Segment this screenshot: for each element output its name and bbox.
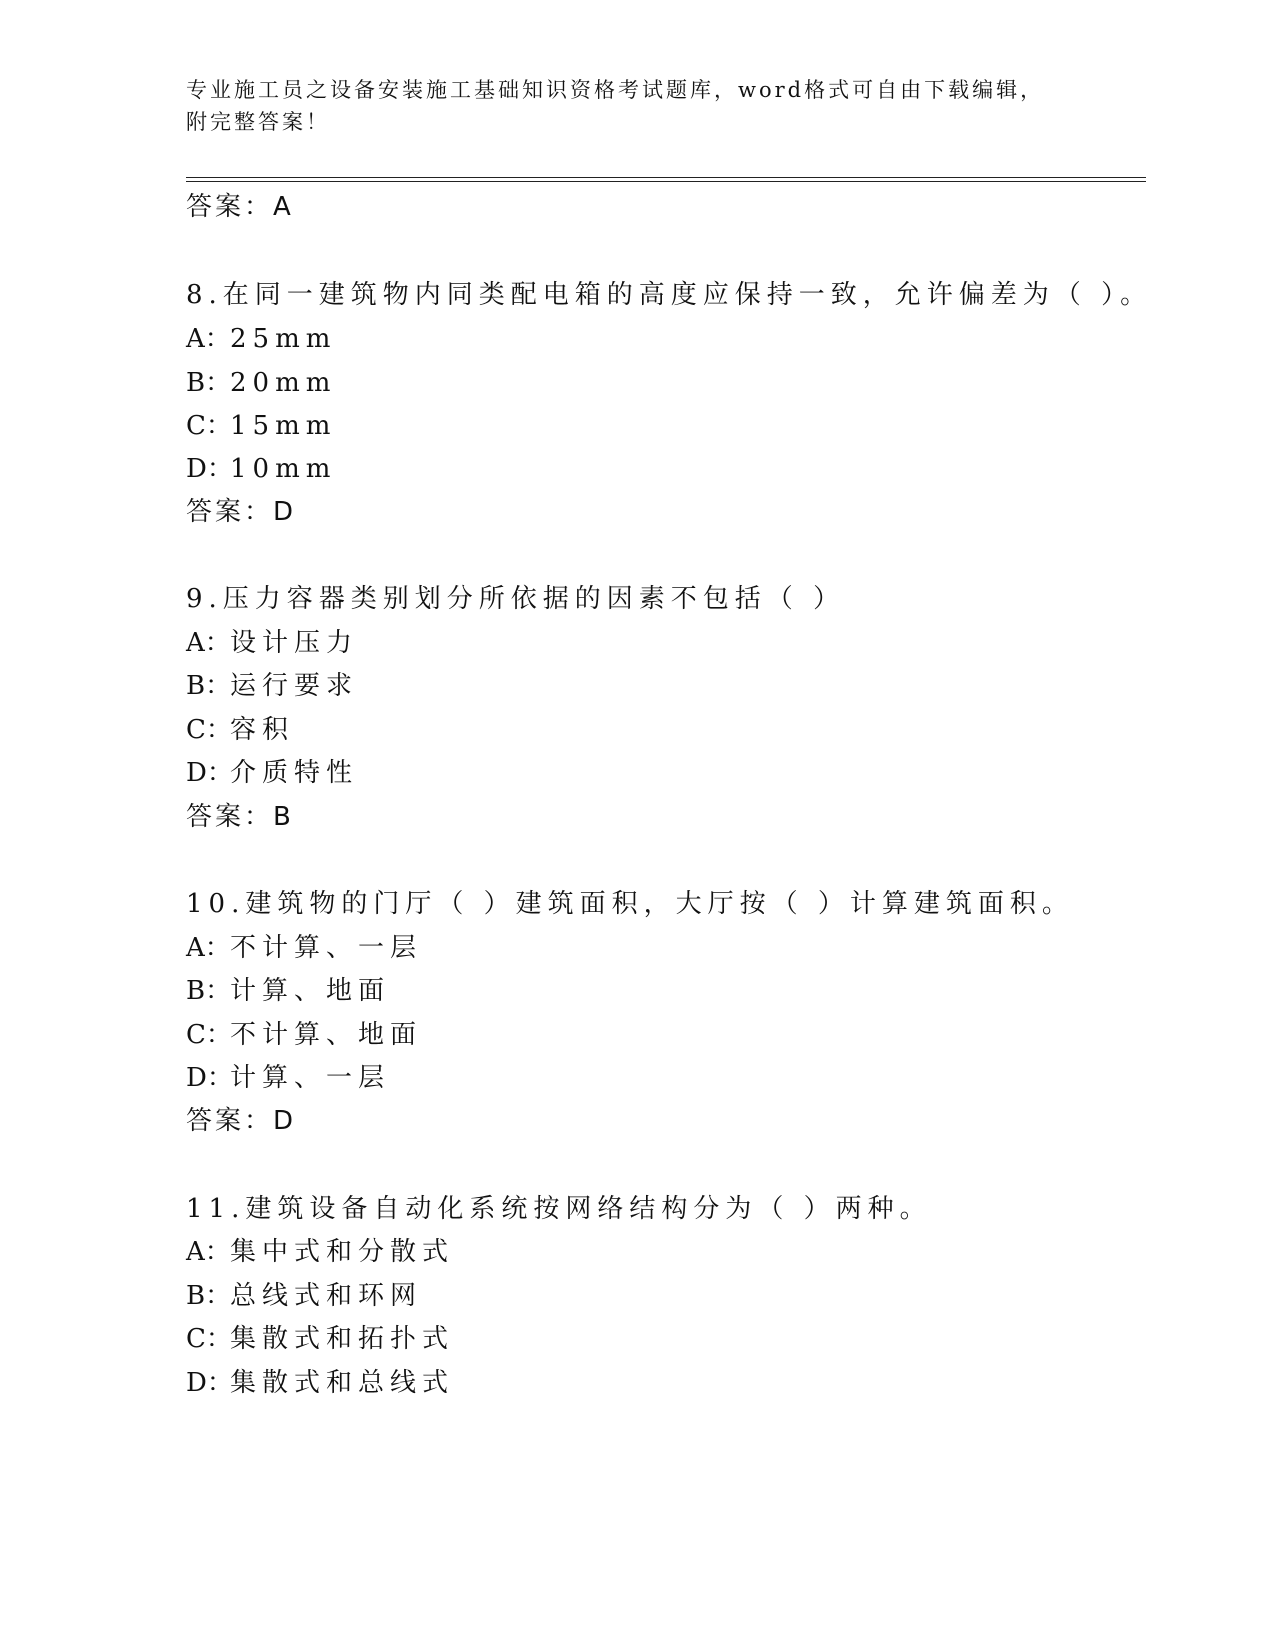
option-key: B： — [186, 1281, 232, 1311]
option-text: 集中式和分散式 — [230, 1237, 455, 1267]
option-key: C： — [186, 1020, 232, 1050]
question-8-option-b — [186, 362, 336, 399]
option-key: D： — [186, 1368, 233, 1398]
option-text: 10mm — [230, 454, 337, 484]
question-10-answer: 答案：D — [186, 1106, 297, 1136]
option-text: 15mm — [230, 411, 337, 441]
question-9-stem: 9.压力容器类别划分所依据的因素不包括（ ） — [186, 584, 846, 614]
option-key: D： — [186, 758, 233, 788]
question-11-option-a — [186, 1231, 454, 1268]
option-text: 集散式和拓扑式 — [230, 1324, 455, 1354]
question-9-option-a — [186, 622, 358, 659]
question-9-option-d — [186, 752, 358, 789]
header-line-2: 附完整答案！ — [186, 110, 330, 134]
option-text: 计算、一层 — [230, 1063, 391, 1093]
option-text: 不计算、地面 — [230, 1020, 423, 1050]
option-key: C： — [186, 715, 232, 745]
question-8-stem: 8.在同一建筑物内同类配电箱的高度应保持一致，允许偏差为（ ）。 — [186, 280, 1153, 310]
option-text: 介质特性 — [230, 758, 359, 788]
question-10-option-b — [186, 970, 390, 1007]
question-9-answer: 答案：B — [186, 802, 294, 832]
question-8-option-a — [186, 318, 336, 355]
header-divider — [186, 177, 1146, 182]
question-10-option-a — [186, 927, 422, 964]
option-key: A： — [186, 933, 231, 963]
question-11-option-b — [186, 1275, 422, 1312]
question-9-option-c — [186, 709, 294, 746]
question-8-option-d — [186, 448, 336, 485]
option-key: D： — [186, 1063, 233, 1093]
answer-prev: 答案：A — [186, 192, 294, 222]
option-key: A： — [186, 628, 231, 658]
question-11-stem: 11.建筑设备自动化系统按网络结构分为（ ）两种。 — [186, 1194, 932, 1224]
option-text: 设计压力 — [230, 628, 359, 658]
question-11-option-d — [186, 1362, 454, 1399]
option-key: A： — [186, 324, 231, 354]
header-line-1: 专业施工员之设备安装施工基础知识资格考试题库，word格式可自由下载编辑， — [186, 78, 1045, 102]
option-text: 运行要求 — [230, 671, 359, 701]
option-key: D： — [186, 454, 233, 484]
option-key: B： — [186, 976, 232, 1006]
option-text: 计算、地面 — [230, 976, 391, 1006]
question-8-option-c — [186, 405, 336, 442]
question-8-answer: 答案：D — [186, 497, 297, 527]
question-10-stem: 10.建筑物的门厅（ ）建筑面积，大厅按（ ）计算建筑面积。 — [186, 889, 1074, 919]
option-text: 集散式和总线式 — [230, 1368, 455, 1398]
option-text: 总线式和环网 — [230, 1281, 423, 1311]
option-text: 20mm — [230, 368, 337, 398]
question-10-option-d — [186, 1057, 390, 1094]
option-key: B： — [186, 368, 232, 398]
option-key: C： — [186, 1324, 232, 1354]
option-key: A： — [186, 1237, 231, 1267]
option-text: 25mm — [230, 324, 337, 354]
question-9-option-b — [186, 665, 358, 702]
option-text: 不计算、一层 — [230, 933, 423, 963]
option-text: 容积 — [230, 715, 295, 745]
option-key: B： — [186, 671, 232, 701]
question-11-option-c — [186, 1318, 454, 1355]
option-key: C： — [186, 411, 232, 441]
question-10-option-c — [186, 1014, 422, 1051]
document-header — [186, 74, 1086, 138]
